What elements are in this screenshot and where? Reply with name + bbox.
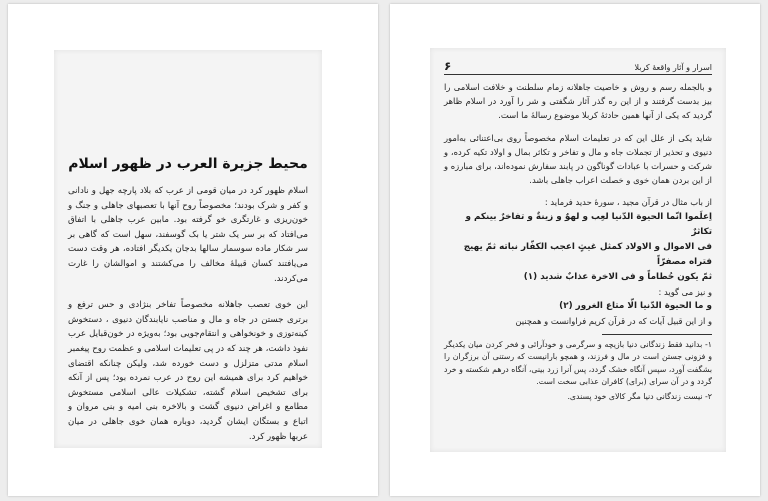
verse-line-3: ثمّ یکون حُطاماً و فی الاخرة عذابٌ شدید (۱) bbox=[523, 271, 712, 282]
verse-question: و نیز می گوید : bbox=[658, 286, 712, 297]
footnote-divider bbox=[602, 334, 712, 335]
page-title: محیط جزیرة العرب در ظهور اسلام bbox=[68, 156, 308, 172]
left-page-body bbox=[68, 184, 308, 448]
right-page-scan bbox=[430, 48, 726, 452]
page-number: ۶ bbox=[444, 59, 452, 73]
verse-intro: از باب مثال در قرآن مجید ، سورهٔ حدید فرماید : bbox=[544, 197, 712, 208]
second-paragraph: شاید یکی از علل این که در تعلیمات اسلام مخصوصاً روی بی‌اعتنائی به‌امور دنیوی و تحذیر از تجملات جاه و مال و تفاخر و تکاثر بمال و اولاد تکیه کرده، و شرکت و حسرات با عبادات گوناگون در پابند سفارش نموده‌اند، برای مبارزه و از این بردن همان خوی و خصلت اعراب جاهلی باشد. bbox=[444, 132, 712, 186]
paragraph-1: اسلام ظهور کرد در میان قومی از عرب که بلاد پارچه جهل و نادانی و کفر و شرک بودند؛ مخصوصاً روح آنها با تعصبهای جاهلی و جنگ و خون‌ریزی و غارتگری خو گرفته بود. مابین عرب جاهلی با اتفاق می‌افتاد که بر سر یک شتر یا بک گوسفند، سهل است که گاهی بر سر شکار ماده سوسمار سالها بدجان یکدیگر افتاده، هر وقت دست می‌یافتند کسان قبیلهٔ مخالف را می‌کشتند و اموالشان را غارت می‌کردند. bbox=[68, 186, 308, 284]
intro-paragraph: و بالجمله رسم و روش و خاصیت جاهلانه زمام سلطنت و خلافت اسلامی را بیز بدست گرفتند و از این ره گذر آثار شگفتی و شر را آورد در اسلام ظاهر گردید که یکی از آنها همین حادثهٔ کربلا موضوع رسالهٔ ما است. bbox=[444, 82, 712, 121]
running-head: اسرار و آثار واقعهٔ کربلا bbox=[634, 63, 712, 72]
left-page-scan bbox=[54, 50, 322, 448]
verse-line-2: فی الاموال و الاولاد کمثل غیثٍ اعجب الکفّار نباته ثمّ یهیج فتراه مصفرّاً bbox=[463, 241, 712, 267]
page-header bbox=[444, 58, 712, 75]
footnote-1: ۱- بدانید فقط زندگانی دنیا بازیچه و سرگرمی و خودآرائی و فخر کردن میان یکدیگر و فزونی جستن است در مال و فرزند، و همچو بارانیست که رستنی آن برزگران را بشگفت آورد، سپس آنگاه خشک گردد، پس آنرا زرد بینی، آنگاه درهم شکسته و خرد گردد و در آن سرای (برای) کافران عذابی سخت است. bbox=[444, 340, 712, 387]
paragraph-2: این خوی تعصب جاهلانه مخصوصاً تفاخر بنژادی و حس ترفع و برتری جستن در جاه و مال و مناصب نایابندگان دنیوی ، دستخوش کینه‌توزی و خونخواهی و انتقام‌جویی بود؛ به‌ویژه در خون‌قبایل عرب نفوذ داشت، هر چند که در پی تعلیمات اسلامی و عظمت روح پیغمبر اسلام مدتی متزلزل و دست خورده شد، ولیکن چنانکه اقتضای خواهیم کرد برای همیشه این روح در عرب نمرده بود؛ پس از آنکه برای تشخیص اسلام گشته، تشکیلات عالی اسلامی مستخوش مطامع و اغراض دنیوی گشت و بالاخره بنی امیه و بنی مروان و اتباع و بستگان ایشان گردید، دوباره همان خوی جاهلی در میان عربها ظهور کرد. bbox=[68, 300, 308, 442]
verse-line-1: اِعلَموا انّما الحیوة الدّنیا لعِب و لهوٌ و زینةٌ و تفاخرٌ بینکم و تکاثرٌ bbox=[465, 211, 712, 237]
right-page-body bbox=[444, 80, 712, 405]
verse-2: و ما الحیوة الدّنیا الّا متاع الغرور (۲) bbox=[559, 300, 712, 311]
after-verse: و از این قبیل آیات که در قرآن کریم فراوانست و همچنین bbox=[515, 315, 712, 326]
footnote-2: ۲- نیست زندگانی دنیا مگر کالای خود پسندی. bbox=[567, 391, 712, 401]
left-page-sheet bbox=[8, 4, 378, 496]
right-page-sheet bbox=[390, 4, 760, 496]
